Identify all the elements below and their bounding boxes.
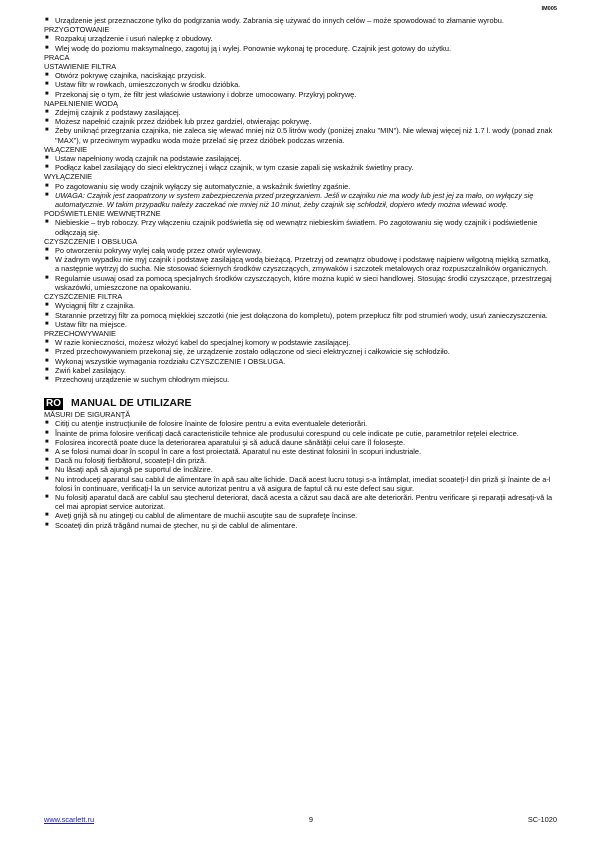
- section-title: PRACA: [44, 52, 70, 62]
- page-number: 9: [308, 815, 314, 824]
- list-item-warning: ■ UWAGA: Czajnik jest zaopatrzony w system zabezpieczenia przed przegrzaniem. Jeśli w czajniku nie ma wody lub jest jej za mało, on wyłączy się automatycznie. W takim przypadku należy zaczekać nie mniej niż 10 minut, żeby czajnik się schłodził, dopiero wtedy można wlewać wodę.: [44, 191, 556, 209]
- ro-section-heading: [44, 397, 556, 410]
- list-item: ■ Wlej wodę do poziomu maksymalnego, zagotuj ją i wylej. Ponownie wykonaj tę procedurę. Czajnik jest gotowy do użytku.: [44, 44, 556, 53]
- list-item: ■ Możesz napełnić czajnik przez dzióbek lub przez gardziel, otwierając pokrywę.: [44, 117, 556, 126]
- section-title: NAPEŁNIENIE WODĄ: [44, 98, 118, 108]
- section-title: PRZECHOWYWANIE: [44, 328, 116, 338]
- list-item: ■ Dacă nu folosiţi fierbătorul, scoateţi-l din priză.: [44, 456, 556, 465]
- list-item: ■ Ustaw filtr w rowkach, umieszczonych w środku dzióbka.: [44, 80, 556, 89]
- list-item: ■ Wyciągnij filtr z czajnika.: [44, 301, 556, 310]
- list-item: ■ Przekonaj się o tym, że filtr jest właściwie ustawiony i dobrze umocowany. Przykryj pokrywę.: [44, 90, 556, 99]
- section-title: WŁĄCZENIE: [44, 144, 88, 154]
- list-item: ■ Po zagotowaniu się wody czajnik wyłączy się automatycznie, a wskaźnik świetlny zgaśnie.: [44, 182, 556, 191]
- list-item: ■ W żadnym wypadku nie myj czajnik i podstawę zasilającą wodą bieżącą. Przetrzyj od zewnątrz obudowę i podstawę najpierw wilgotną miękką szmatką, a następnie wytrzyj do sucha. Nie stosować ściernych środków czyszczących, zmywaków i szczotek metalowych oraz rozpuszczalników organicznych.: [44, 255, 556, 273]
- section-title: CZYSZCZENIE FILTRA: [44, 292, 123, 302]
- list-item: ■ Starannie przetrzyj filtr za pomocą miękkiej szczotki (nie jest dołączona do kompletu), potem przepłucz filtr pod strumień wody, usuń zanieczyszczenia.: [44, 311, 556, 320]
- list-item: ■ Nu introduceţi aparatul sau cablul de alimentare în apă sau alte lichide. Dacă acest lucru totuşi s-a întâmplat, imediat scoateţi-l din priză şi înainte de a-l folosi în continuare, verificaţi-l la un service autorizat pentru a vă asigura de faptul că nu este defect sau sigur.: [44, 475, 556, 493]
- section-title: CZYSZCZENIE I OBSŁUGA: [44, 236, 138, 246]
- list-item: ■ Urządzenie jest przeznaczone tylko do podgrzania wody. Zabrania się używać do innych celów – może spowodować to złamanie wyrobu.: [44, 16, 556, 25]
- list-item: ■ Zdejmij czajnik z podstawy zasilającej.: [44, 108, 556, 117]
- list-item: ■ Zwiń kabel zasilający.: [44, 366, 556, 375]
- list-item: ■ Żeby uniknąć przegrzania czajnika, nie zaleca się wlewać mniej niż 0.5 litrów wody (poniżej znaku "MIN"). Nie wlewaj więcej niż 1.7 l. wody (ponad znak "MAX"), w przeciwnym wypadku woda może przelać się przez dzióbek podczas wrzenia.: [44, 126, 556, 144]
- section-title: USTAWIENIE FILTRA: [44, 62, 117, 72]
- list-item: ■ Podłącz kabel zasilający do sieci elektrycznej i włącz czajnik, w tym czasie zapali się wskaźnik świetlny pracy.: [44, 163, 556, 172]
- page-footer: [44, 815, 557, 824]
- list-item: ■ Aveţi grijă să nu atingeţi cu cablul de alimentare de muchii ascuţite sau de suprafeţe încinse.: [44, 511, 556, 520]
- list-item: ■ Ustaw filtr na miejsce.: [44, 320, 556, 329]
- section-title: MĂSURI DE SIGURANŢĂ: [44, 410, 131, 420]
- list-item: ■ Înainte de prima folosire verificaţi dacă caracteristicile tehnice ale produsului corespund cu cele indicate pe cutie, parametrilor reţelei electrice.: [44, 429, 556, 438]
- section-title: PODŚWIETLENIE WEWNĘTRZNE: [44, 209, 161, 219]
- list-item: ■ Wykonaj wszystkie wymagania rozdziału CZYSZCZENIE I OBSŁUGA.: [44, 357, 556, 366]
- list-item: ■ Folosirea incorectă poate duce la deteriorarea aparatului şi să aducă daune sănătăţii celui care îl foloseşte.: [44, 438, 556, 447]
- page-code: IM005: [541, 6, 557, 12]
- list-item: ■ Nu folosiţi aparatul dacă are cablul sau ştecherul deteriorat, dacă acesta a căzut sau dacă are alte deteriorări. Pentru verificare şi reparaţii adresaţi-vă la cel mai apropiat service autorizat.: [44, 493, 556, 511]
- list-item: ■ Niebieskie – tryb roboczy. Przy włączeniu czajnik podświetla się od wewnątrz niebieskim światłem. Po zagotowaniu się wody czajnik i podświetlenie odłączają się.: [44, 218, 556, 236]
- list-item: ■ Nu lăsaţi apă să ajungă pe suportul de încălzire.: [44, 465, 556, 474]
- list-item: ■ Przechowuj urządzenie w suchym chłodnym miejscu.: [44, 375, 556, 384]
- list-item: ■ Rozpakuj urządzenie i usuń nalepkę z obudowy.: [44, 34, 556, 43]
- list-item: ■ Regularnie usuwaj osad za pomocą specjalnych środków czyszczących, które można kupić w sieci handlowej. Stosując środki czyszczące, przestrzegaj wskazówki, umieszczone na opakowaniu.: [44, 274, 556, 292]
- list-item: ■ Citiţi cu atenţie instrucţiunile de folosire înainte de folosire pentru a evita eventualele deteriorări.: [44, 419, 556, 428]
- website-link[interactable]: www.scarlett.ru: [44, 815, 95, 824]
- list-item: ■ Otwórz pokrywę czajnika, naciskając przycisk.: [44, 71, 556, 80]
- list-item: ■ Scoateţi din priză trăgând numai de ştecher, nu şi de cablul de alimentare.: [44, 521, 556, 530]
- section-title: PRZYGOTOWANIE: [44, 25, 110, 35]
- section-title: WYŁĄCZENIE: [44, 172, 93, 182]
- document-body: [44, 16, 556, 530]
- list-item: ■ A se folosi numai doar în scopul în care a fost proiectată. Aparatul nu este destinat folosirii în scopuri industriale.: [44, 447, 556, 456]
- list-item: ■ Po otworzeniu pokrywy wylej całą wodę przez otwór wylewowy.: [44, 246, 556, 255]
- list-item: ■ W razie konieczności, możesz włożyć kabel do specjalnej komory w podstawie zasilającej.: [44, 338, 556, 347]
- list-item: ■ Ustaw napełniony wodą czajnik na podstawie zasilającej.: [44, 154, 556, 163]
- ro-manual-title: MANUAL DE UTILIZARE: [71, 397, 192, 410]
- model-number: SC-1020: [527, 815, 557, 824]
- list-item: ■ Przed przechowywaniem przekonaj się, że urządzenie zostało odłączone od sieci elektrycznej i całkowicie się schłodziło.: [44, 347, 556, 356]
- language-badge: RO: [46, 397, 61, 409]
